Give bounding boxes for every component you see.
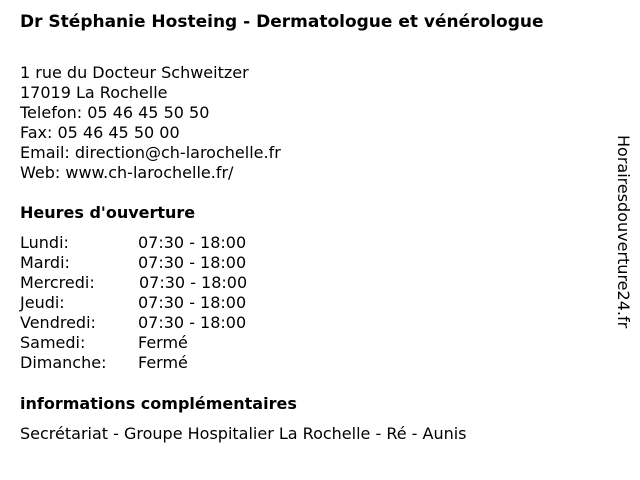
day-label: Mercredi: <box>20 273 95 292</box>
day-label: Mardi: <box>20 253 70 272</box>
time-value: Fermé <box>138 333 188 352</box>
time-value: Fermé <box>138 353 188 372</box>
page-title: Dr Stéphanie Hosteing - Dermatologue et vénérologue <box>20 12 544 32</box>
day-label: Jeudi: <box>20 293 65 312</box>
site-watermark <box>613 135 633 345</box>
time-value: 07:30 - 18:00 <box>138 233 247 252</box>
time-value: 07:30 - 18:00 <box>138 293 247 312</box>
address-block <box>20 63 281 183</box>
phone-number: Telefon: 05 46 45 50 50 <box>20 103 210 122</box>
day-label: Dimanche: <box>20 353 107 372</box>
email-address: Email: direction@ch-larochelle.fr <box>20 143 281 162</box>
watermark-text: Horairesdouverture24.fr <box>614 135 633 329</box>
fax-number: Fax: 05 46 45 50 00 <box>20 123 180 142</box>
city-address: 17019 La Rochelle <box>20 83 168 102</box>
opening-hours-heading: Heures d'ouverture <box>20 203 196 222</box>
time-value: 07:30 - 18:00 <box>138 253 247 272</box>
street-address: 1 rue du Docteur Schweitzer <box>20 63 249 82</box>
website-address: Web: www.ch-larochelle.fr/ <box>20 163 234 182</box>
day-label: Vendredi: <box>20 313 96 332</box>
time-value: 07:30 - 18:00 <box>139 273 248 292</box>
additional-info-heading: informations complémentaires <box>20 394 297 413</box>
time-value: 07:30 - 18:00 <box>138 313 247 332</box>
day-label: Lundi: <box>20 233 69 252</box>
additional-info-text: Secrétariat - Groupe Hospitalier La Rochelle - Ré - Aunis <box>20 424 467 443</box>
day-label: Samedi: <box>20 333 86 352</box>
